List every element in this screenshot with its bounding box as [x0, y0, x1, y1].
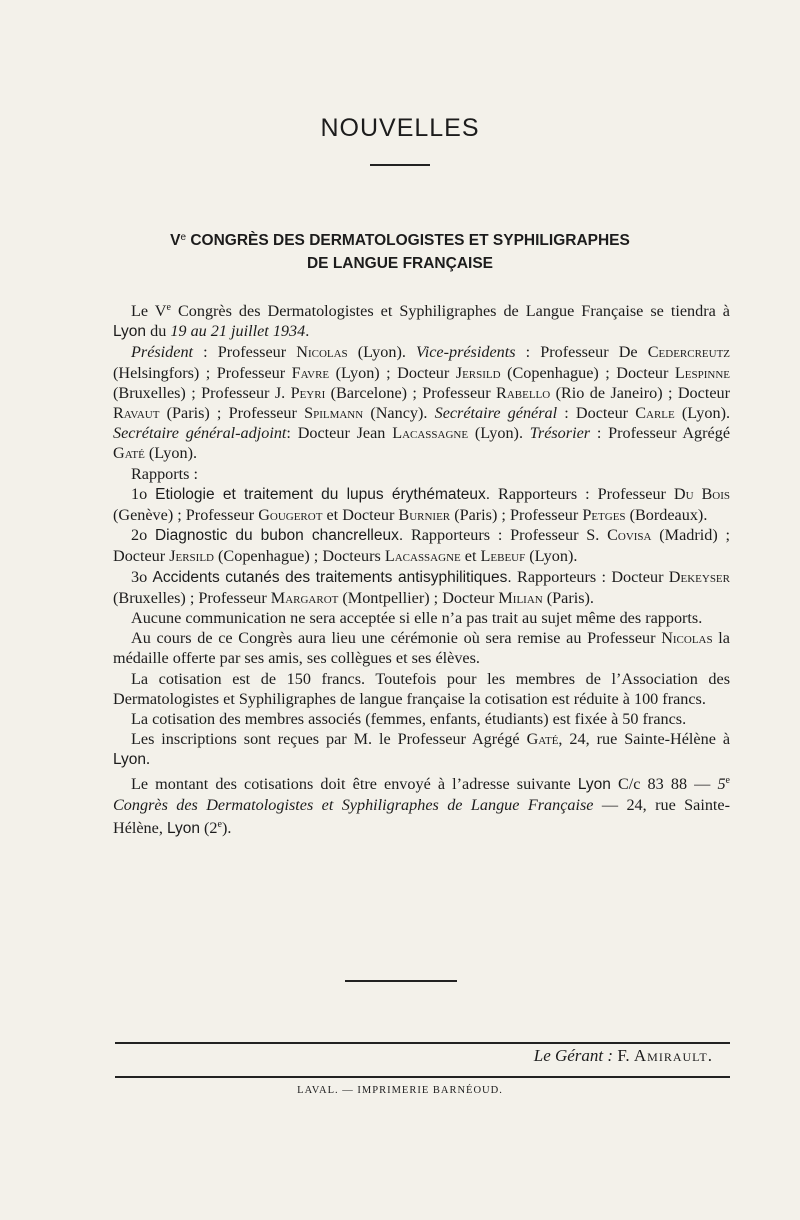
section-heading [0, 226, 800, 275]
title-divider [370, 164, 430, 166]
paragraph-fee: La cotisation est de 150 francs. Toutefois pour les membres de l’Association des Dermatologistes et Syphiligraphes de langue française la cotisation est réduite à 100 francs. [113, 669, 730, 708]
heading-line-1: Ve CONGRÈS DES DERMATOLOGISTES ET SYPHILIGRAPHES [170, 232, 630, 249]
paragraph-communication: Aucune communication ne sera acceptée si elle n’a pas trait au sujet même des rapports. [131, 609, 703, 628]
page-title: NOUVELLES [320, 114, 480, 142]
paragraph-report-1: 1o Etiologie et traitement du lupus érythémateux. Rapporteurs : Professeur Du Bois (Genève) ; Professeur Gougerot et Docteur Burnier (Paris) ; Professeur Petges (Bordeaux). [113, 484, 731, 525]
paragraph-associate-fee: La cotisation des membres associés (femmes, enfants, étudiants) est fixée à 50 francs. [131, 710, 687, 729]
paragraph-payment: Le montant des cotisations doit être envoyé à l’adresse suivante Lyon C/c 83 88 — 5e Congrès des Dermatologistes et Syphiligraphes de Langue Française — 24, rue Sainte-Hélène, Lyon (2e). [113, 774, 730, 838]
paragraph-announcement: Le Ve Congrès des Dermatologistes et Syphiligraphes de Langue Française se tiendra à Lyon du 19 au 21 juillet 1934. [113, 302, 730, 341]
end-divider [345, 980, 457, 982]
paragraph-ceremony: Au cours de ce Congrès aura lieu une cérémonie où sera remise au Professeur Nicolas la médaille offerte par ses amis, ses collègues et ses élèves. [113, 629, 730, 668]
paragraph-registration: Les inscriptions sont reçues par M. le Professeur Agrégé Gaté, 24, rue Sainte-Hélène à Lyon. [113, 730, 730, 769]
paragraph-reports-label: Rapports : [131, 464, 198, 483]
gerant-signature: Le Gérant : F. Amirault. [533, 1046, 712, 1065]
article-body [113, 298, 730, 839]
paragraph-report-2: 2o Diagnostic du bubon chancrelleux. Rapporteurs : Professeur S. Covisa (Madrid) ; Docteur Jersild (Copenhague) ; Docteurs Lacassagne et Lebeuf (Lyon). [113, 526, 731, 566]
footer-rule-top [115, 1042, 730, 1044]
heading-line-2: DE LANGUE FRANÇAISE [306, 255, 493, 272]
footer-rule-bottom [115, 1076, 730, 1078]
printer-imprint: LAVAL. — IMPRIMERIE BARNÉOUD. [297, 1085, 503, 1096]
paragraph-report-3: 3o Accidents cutanés des traitements antisyphilitiques. Rapporteurs : Docteur Dekeyser (Bruxelles) ; Professeur Margarot (Montpellier) ; Docteur Milian (Paris). [113, 567, 730, 607]
paragraph-officers: Président : Professeur Nicolas (Lyon). Vice-présidents : Professeur De Cedercreutz (Helsingfors) ; Professeur Favre (Lyon) ; Docteur Jersild (Copenhague) ; Docteur Lespinne (Bruxelles) ; Professeur J. Peyri (Barcelone) ; Professeur Rabello (Rio de Janeiro) ; Docteur Ravaut (Paris) ; Professeur Spilmann (Nancy). Secrétaire général : Docteur Carle (Lyon). Secrétaire général-adjoint: Docteur Jean Lacassagne (Lyon). Trésorier : Professeur Agrégé Gaté (Lyon). [113, 343, 731, 463]
